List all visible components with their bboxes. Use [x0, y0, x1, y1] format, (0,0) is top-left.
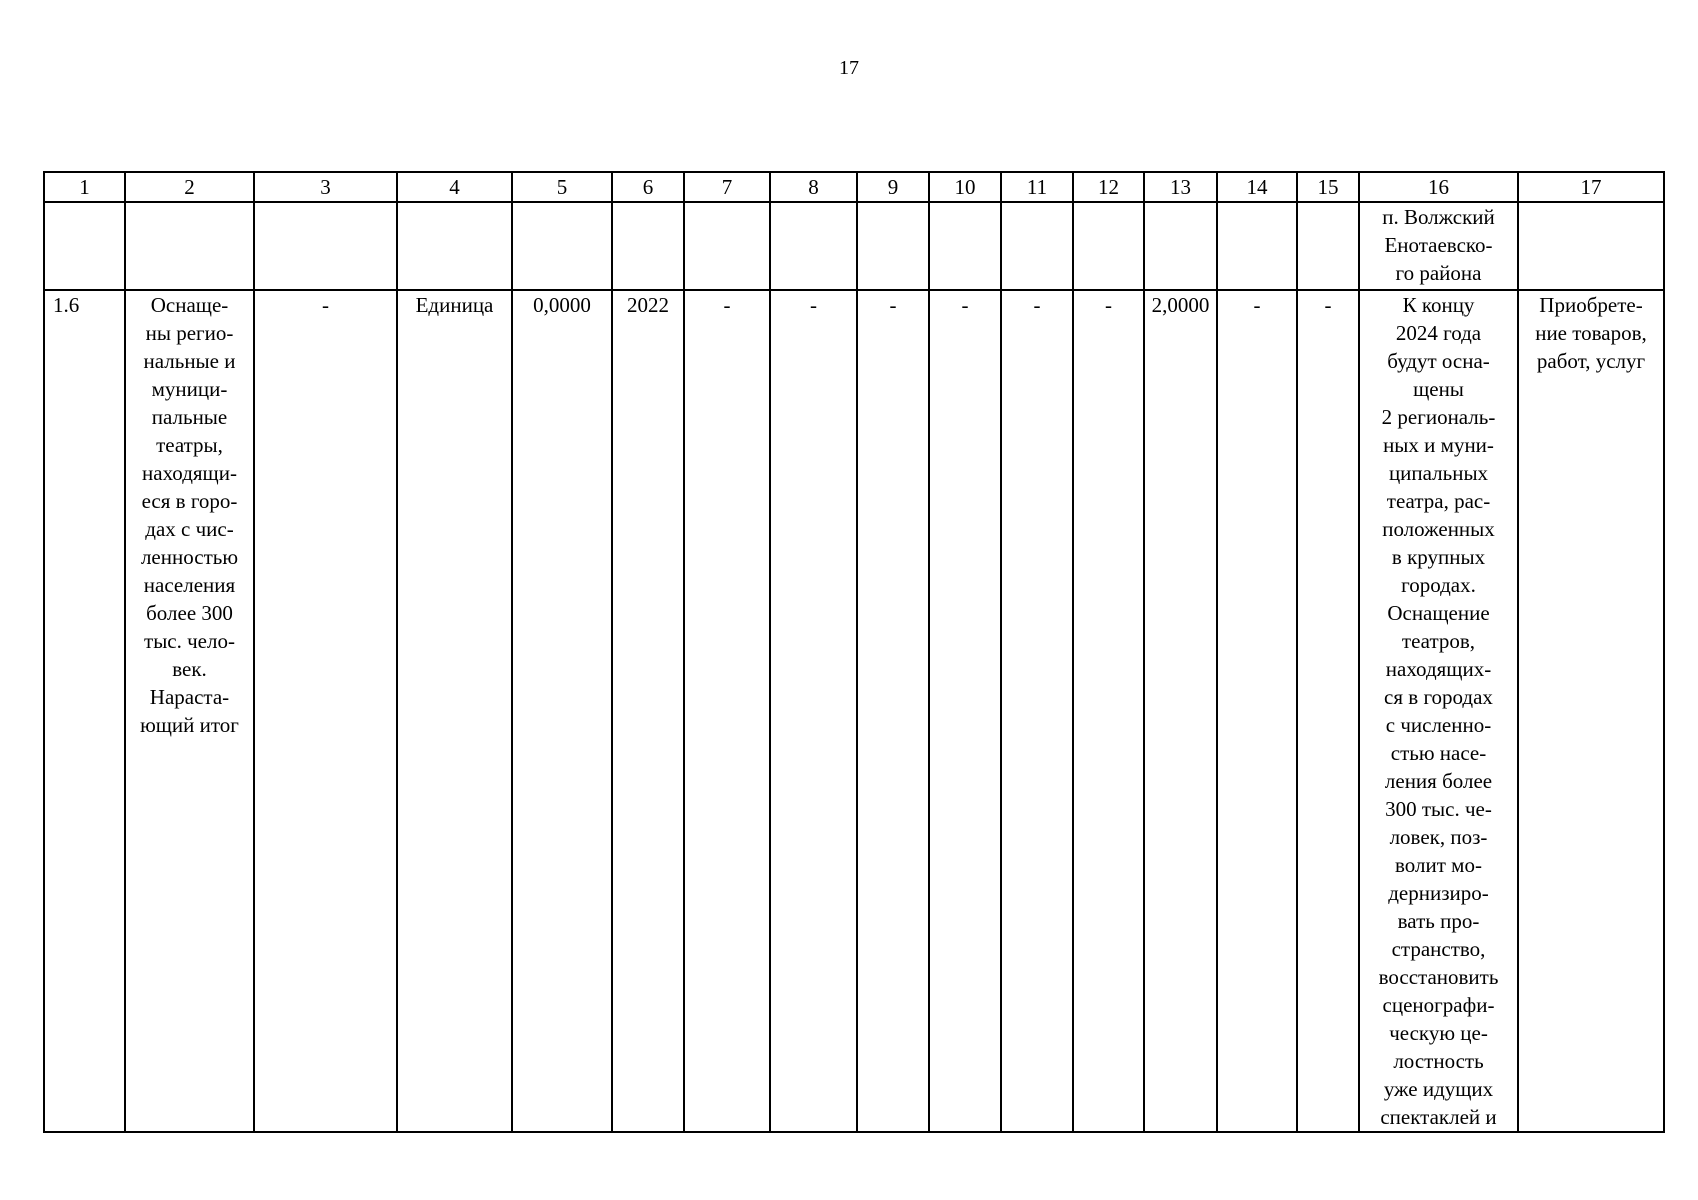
table-cell: [684, 202, 770, 290]
table-cell: [929, 202, 1001, 290]
table-cell: -: [1073, 290, 1144, 1132]
table-cell: -: [770, 290, 857, 1132]
table-cell: [125, 202, 254, 290]
column-number-12: 12: [1073, 172, 1144, 202]
table-cell: -: [929, 290, 1001, 1132]
base-value-cell: 0,0000: [512, 290, 612, 1132]
column-number-4: 4: [397, 172, 512, 202]
continuation-row: [44, 202, 1664, 290]
table-cell: [1217, 202, 1297, 290]
table-cell: [397, 202, 512, 290]
column-number-10: 10: [929, 172, 1001, 202]
table-cell: -: [254, 290, 397, 1132]
column-number-6: 6: [612, 172, 684, 202]
column-number-15: 15: [1297, 172, 1359, 202]
row-number-cell: 1.6: [44, 290, 125, 1132]
table-cell: [1073, 202, 1144, 290]
table-cell: [1297, 202, 1359, 290]
table-cell: [612, 202, 684, 290]
column-number-2: 2: [125, 172, 254, 202]
location-cell: п. Волжский Енотаевско- го района: [1359, 202, 1518, 290]
base-year-cell: 2022: [612, 290, 684, 1132]
expense-type-cell: Приобрете- ние товаров, работ, услуг: [1518, 290, 1664, 1132]
table-cell: [857, 202, 929, 290]
table-row: [44, 290, 1664, 1132]
column-number-5: 5: [512, 172, 612, 202]
column-number-7: 7: [684, 172, 770, 202]
table-cell: -: [1217, 290, 1297, 1132]
table-cell: -: [684, 290, 770, 1132]
column-number-3: 3: [254, 172, 397, 202]
table-cell: [44, 202, 125, 290]
description-cell: К концу 2024 года будут осна- щены 2 региональ- ных и муни- ципальных театра, рас- положенных в крупных городах. Оснащение театров, находящих- ся в городах с численно- стью насе- ления более 300 тыс. че- ловек, поз- волит мо- дернизиро- вать про- странство, восстановить сценографи- ческую це- лостность уже идущих спектаклей и: [1359, 290, 1518, 1132]
page-number: 17: [839, 57, 859, 79]
value-cell: 2,0000: [1144, 290, 1217, 1132]
column-number-16: 16: [1359, 172, 1518, 202]
table-cell: -: [857, 290, 929, 1132]
table-cell: -: [1001, 290, 1073, 1132]
unit-cell: Единица: [397, 290, 512, 1132]
column-number-17: 17: [1518, 172, 1664, 202]
table-cell: [770, 202, 857, 290]
header-row: [44, 172, 1664, 202]
column-number-9: 9: [857, 172, 929, 202]
table-cell: [1518, 202, 1664, 290]
column-number-13: 13: [1144, 172, 1217, 202]
table-cell: [1144, 202, 1217, 290]
indicator-name-cell: Оснаще- ны регио- нальные и муници- пальные театры, находящи- еся в горо- дах с чис- ленностью населения более 300 тыс. чело- век. Нараста- ющий итог: [125, 290, 254, 1132]
data-table: [43, 171, 1665, 1133]
column-number-8: 8: [770, 172, 857, 202]
table-cell: -: [1297, 290, 1359, 1132]
column-number-14: 14: [1217, 172, 1297, 202]
table-cell: [1001, 202, 1073, 290]
column-number-1: 1: [44, 172, 125, 202]
table-cell: [254, 202, 397, 290]
column-number-11: 11: [1001, 172, 1073, 202]
table-cell: [512, 202, 612, 290]
